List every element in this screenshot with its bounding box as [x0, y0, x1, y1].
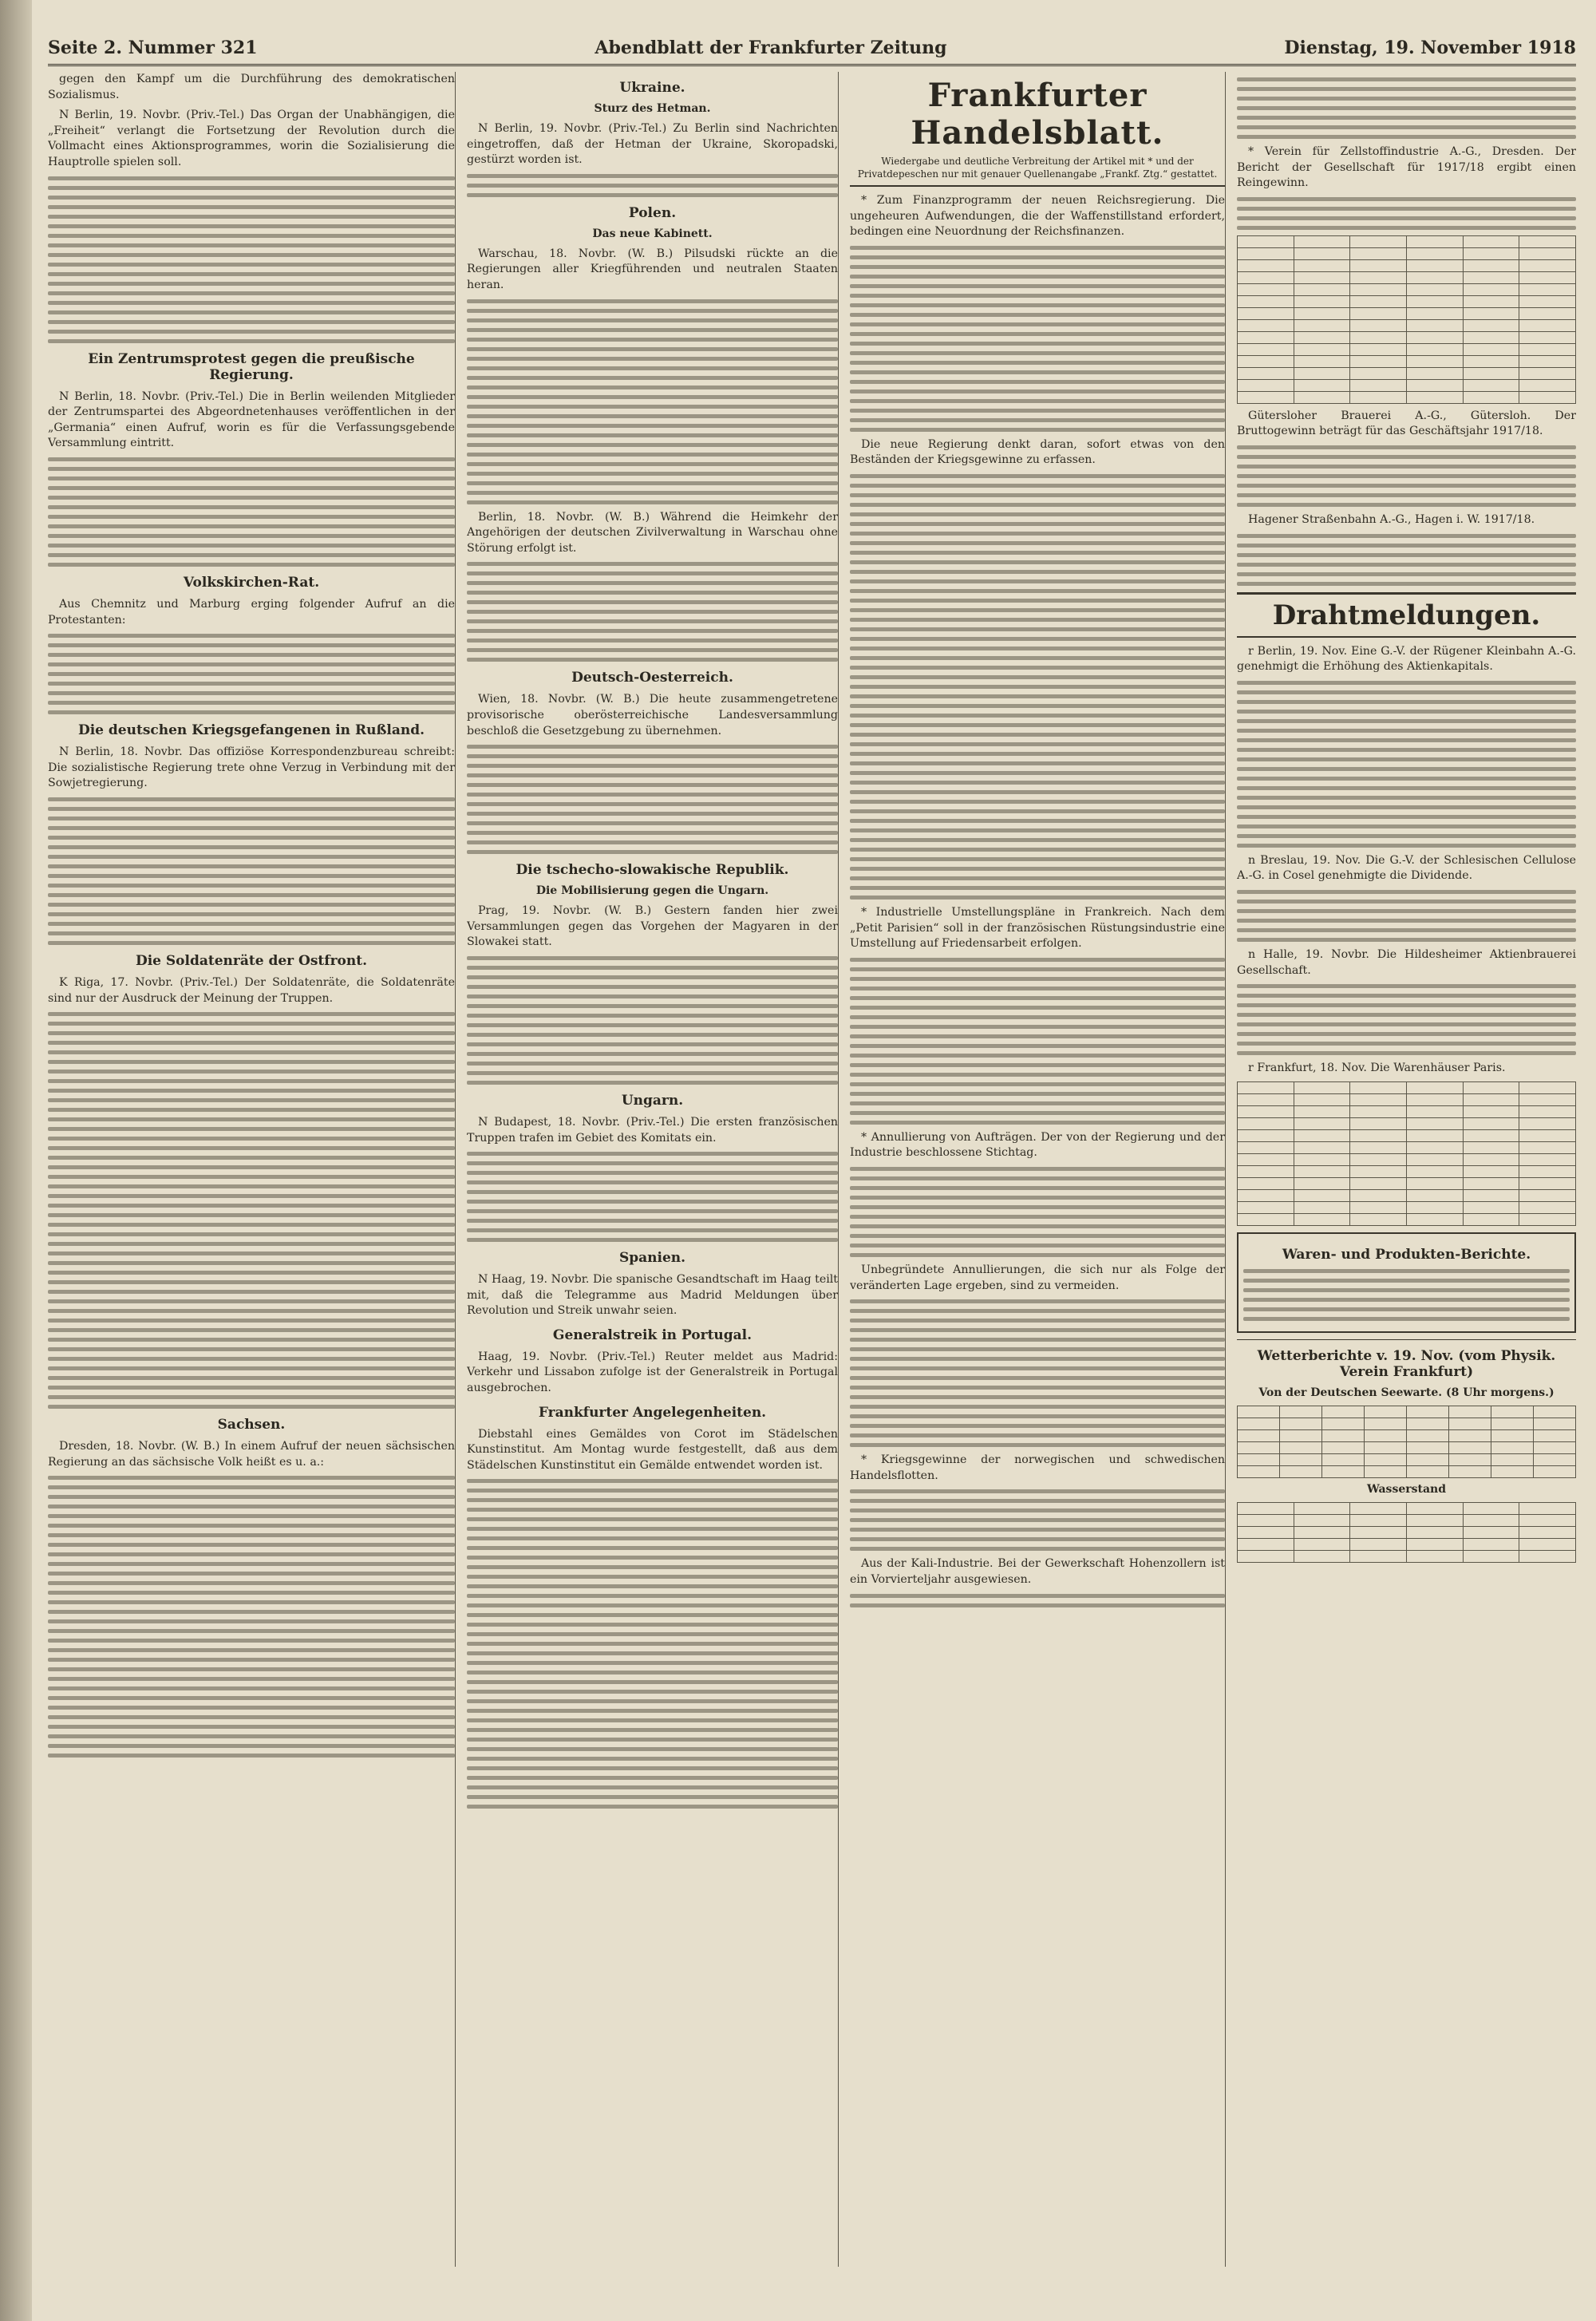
text-lines: [467, 1479, 838, 1809]
section-heading: Ukraine.: [619, 80, 685, 96]
text-lines: [48, 1476, 455, 1758]
article-text: * Verein für Zellstoffindustrie A.-G., Dresden. Der Bericht der Gesellschaft für 1917/18 ergibt einen Reingewinn.: [1237, 145, 1576, 190]
article-text: Aus Chemnitz und Marburg erging folgender Aufruf an die Protestanten:: [48, 597, 455, 627]
text-lines: [48, 1012, 455, 1409]
text-lines: [467, 1152, 838, 1242]
article-text: Unbegründete Annullierungen, die sich nur als Folge der veränderten Lage ergeben, sind zu vermeiden.: [850, 1263, 1225, 1292]
article-text: r Frankfurt, 18. Nov. Die Warenhäuser Paris.: [1248, 1062, 1506, 1075]
article-text: Warschau, 18. Novbr. (W. B.) Pilsudski rückte an die Regierungen aller Kriegführenden und neutralen Staaten heran.: [467, 247, 838, 291]
article-text: * Zum Finanzprogramm der neuen Reichsregierung. Die ungeheuren Aufwendungen, die der Waffenstillstand erfordert, bedingen eine Neuordnung der Reichsfinanzen.: [850, 194, 1225, 239]
section-subheading: Sturz des Hetman.: [594, 102, 711, 115]
article-text: * Industrielle Umstellungspläne in Frankreich. Nach dem „Petit Parisien“ soll in der französischen Rüstungsindustrie eine Umstellung auf Friedensarbeit erfolgen.: [850, 905, 1225, 951]
text-lines: [1237, 534, 1576, 586]
section-heading: Waren- und Produkten-Berichte.: [1282, 1246, 1531, 1263]
article-text: N Haag, 19. Novbr. Die spanische Gesandtschaft im Haag teilt mit, daß die Telegramme aus Madrid Meldungen über Revolution und Streik unwahr seien.: [467, 1273, 838, 1318]
column-4: [1237, 72, 1576, 2267]
text-lines: [467, 174, 838, 197]
article-text: Berlin, 18. Novbr. (W. B.) Während die Heimkehr der Angehörigen der deutschen Zivilverwaltung in Warschau ohne Störung erfolgt ist.: [467, 510, 838, 555]
text-lines: [1237, 77, 1576, 139]
text-lines: [850, 1299, 1225, 1447]
page-binding: [0, 0, 32, 2321]
text-lines: [467, 562, 838, 662]
article-text: N Berlin, 18. Novbr. Das offiziöse Korrespondenzbureau schreibt: Die sozialistische Regierung trete ohne Verzug in Verbindung mit der Sowjetregierung.: [48, 745, 455, 790]
article-text: r Berlin, 19. Nov. Eine G.-V. der Rügener Kleinbahn A.-G. genehmigt die Erhöhung des Aktienkapitals.: [1237, 644, 1576, 674]
section-heading: Sachsen.: [217, 1417, 286, 1433]
page-header: [48, 32, 1576, 66]
article-text: N Berlin, 19. Novbr. (Priv.-Tel.) Zu Berlin sind Nachrichten eingetroffen, daß der Hetman der Ukraine, Skoropadski, gestürzt worden ist.: [467, 122, 838, 167]
text-lines: [1237, 445, 1576, 507]
article-text: N Budapest, 18. Novbr. (Priv.-Tel.) Die ersten französischen Truppen trafen im Gebiet des Komitats ein.: [467, 1115, 838, 1145]
article-text: Aus der Kali-Industrie. Bei der Gewerkschaft Hohenzollern ist ein Vorvierteljahr ausgewiesen.: [850, 1557, 1225, 1586]
intro-text: gegen den Kampf um die Durchführung des demokratischen Sozialismus.: [48, 73, 455, 101]
exchange-rates-table: [1237, 1081, 1576, 1226]
drahtmeldungen-heading: Drahtmeldungen.: [1237, 592, 1576, 638]
article-text: Haag, 19. Novbr. (Priv.-Tel.) Reuter meldet aus Madrid: Verkehr und Lissabon zufolge ist der Generalstreik in Portugal ausgebrochen.: [467, 1350, 838, 1395]
article-text: K Riga, 17. Novbr. (Priv.-Tel.) Der Soldatenräte, die Soldatenräte sind nur der Ausdruck der Meinung der Truppen.: [48, 975, 455, 1005]
article-text: n Halle, 19. Novbr. Die Hildesheimer Aktienbrauerei Gesellschaft.: [1237, 947, 1576, 977]
section-heading: Die deutschen Kriegsgefangenen in Rußland.: [77, 722, 425, 739]
section-heading: Frankfurter Angelegenheiten.: [538, 1404, 767, 1421]
section-heading: Deutsch-Oesterreich.: [571, 670, 733, 686]
text-lines: [48, 457, 455, 567]
text-lines: [467, 745, 838, 854]
article-text: Hagener Straßenbahn A.-G., Hagen i. W. 1917/18.: [1248, 512, 1535, 526]
article-text: N Berlin, 18. Novbr. (Priv.-Tel.) Die in Berlin weilenden Mitglieder der Zentrumspartei des Abgeordnetenhauses veröffentlichen in der „Germania“ einen Aufruf, worin es für die Verfassungsgebende Versammlung eintritt.: [48, 389, 455, 450]
article-text: Dresden, 18. Novbr. (W. B.) In einem Aufruf der neuen sächsischen Regierung an das sächsische Volk heißt es u. a.:: [48, 1440, 455, 1469]
article-text: * Annullierung von Aufträgen. Der von der Regierung und der Industrie beschlossene Stichtag.: [850, 1130, 1225, 1160]
article-text: Prag, 19. Novbr. (W. B.) Gestern fanden hier zwei Versammlungen gegen das Vorgehen der Magyaren in der Slowakei statt.: [467, 904, 838, 949]
weather-table: [1237, 1406, 1576, 1478]
text-lines: [48, 797, 455, 945]
balance-table: [1237, 235, 1576, 404]
section-subheading: Das neue Kabinett.: [592, 227, 713, 240]
text-lines: [850, 474, 1225, 900]
article-text: Gütersloher Brauerei A.-G., Gütersloh. Der Bruttogewinn beträgt für das Geschäftsjahr 1917/18.: [1237, 409, 1576, 438]
section-heading: Ungarn.: [621, 1092, 684, 1109]
section-heading: Spanien.: [618, 1250, 686, 1267]
column-2: [467, 72, 839, 2267]
article-text: N Berlin, 19. Novbr. (Priv.-Tel.) Das Organ der Unabhängigen, die „Freiheit“ verlangt die Fortsetzung der Revolution durch die Vollmacht eines Aktionsprogrammes, worin die Sozialisierung die Hauptrolle spielen soll.: [48, 109, 455, 168]
text-lines: [1237, 681, 1576, 848]
text-lines: [48, 634, 455, 714]
weather-heading: Wetterberichte v. 19. Nov. (vom Physik. Verein Frankfurt): [1257, 1347, 1556, 1380]
handelsblatt-masthead: Frankfurter Handelsblatt.: [911, 77, 1164, 152]
column-3: [850, 72, 1226, 2267]
column-1: [48, 72, 456, 2267]
water-level-table: [1237, 1502, 1576, 1563]
section-subheading: Die Mobilisierung gegen die Ungarn.: [535, 884, 769, 898]
section-heading: Die tschecho-slowakische Republik.: [516, 862, 789, 879]
text-lines: [1237, 984, 1576, 1055]
text-lines: [850, 958, 1225, 1125]
text-lines: [850, 1167, 1225, 1257]
reprint-notice: Wiedergabe und deutliche Verbreitung der Artikel mit * und der Privatdepeschen nur mit genauer Quellenangabe „Frankf. Ztg.“ gestattet.: [850, 155, 1225, 187]
text-lines: [467, 299, 838, 504]
section-heading: Generalstreik in Portugal.: [552, 1327, 753, 1343]
text-lines: [1237, 197, 1576, 230]
text-lines: [850, 246, 1225, 432]
text-lines: [1237, 890, 1576, 942]
article-text: Die neue Regierung denkt daran, sofort etwas von den Beständen der Kriegsgewinne zu erfassen.: [850, 437, 1225, 467]
water-level-heading: Wasserstand: [1366, 1482, 1446, 1496]
section-heading: Volkskirchen-Rat.: [183, 574, 320, 591]
section-heading: Die Soldatenräte der Ostfront.: [135, 952, 368, 969]
divider: [1237, 1339, 1576, 1340]
article-text: * Kriegsgewinne der norwegischen und schwedischen Handelsflotten.: [850, 1453, 1225, 1482]
article-text: Wien, 18. Novbr. (W. B.) Die heute zusammengetretene provisorische oberösterreichische Landesversammlung beschloß die Gesetzgebung zu übernehmen.: [467, 693, 838, 737]
text-lines: [467, 956, 838, 1085]
section-heading: Ein Zentrumsprotest gegen die preußische Regierung.: [88, 350, 415, 383]
page-number: Seite 2. Nummer 321: [48, 38, 258, 58]
text-lines: [850, 1489, 1225, 1551]
weather-subheading: Von der Deutschen Seewarte. (8 Uhr morgens.): [1258, 1386, 1555, 1399]
text-lines: [1243, 1269, 1570, 1321]
section-heading: Polen.: [628, 204, 677, 221]
newspaper-title: Abendblatt der Frankfurter Zeitung: [595, 38, 947, 58]
text-lines: [850, 1594, 1225, 1607]
issue-date: Dienstag, 19. November 1918: [1284, 38, 1576, 58]
text-lines: [48, 176, 455, 343]
commodity-reports: [1237, 1232, 1576, 1333]
article-text: Diebstahl eines Gemäldes von Corot im Städelschen Kunstinstitut. Am Montag wurde festgestellt, daß aus dem Städelschen Kunstinstitut ein Gemälde entwendet worden ist.: [467, 1427, 838, 1472]
article-text: n Breslau, 19. Nov. Die G.-V. der Schlesischen Cellulose A.-G. in Cosel genehmigte die Dividende.: [1237, 853, 1576, 883]
